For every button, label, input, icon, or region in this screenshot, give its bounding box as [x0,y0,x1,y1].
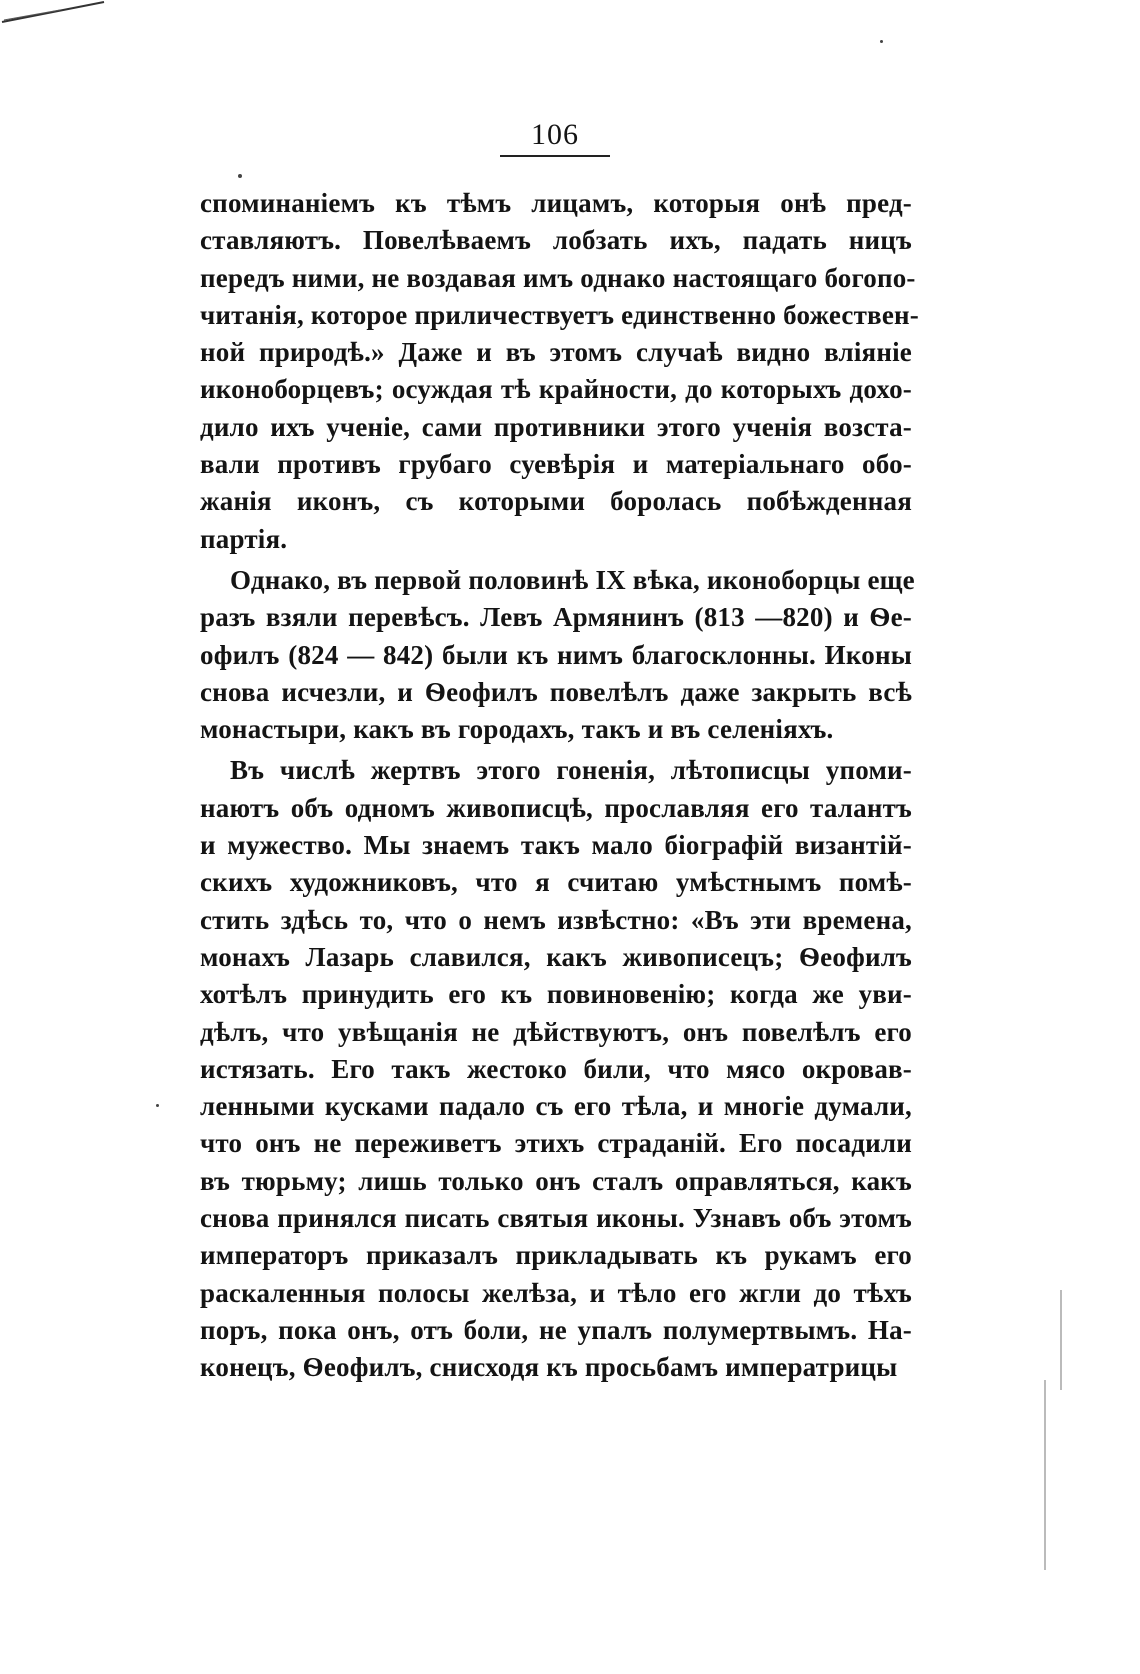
text-line: разъ взяли перевѣсъ. Левъ Армянинъ (813 —820) и Ѳе- [200,602,912,633]
text-line: и мужество. Мы знаемъ такъ мало біографій византій- [200,830,912,861]
text-line: монахъ Лазарь славился, какъ живописецъ; Ѳеофилъ [200,941,912,972]
text-line: истязать. Его такъ жестоко били, что мясо окровав- [200,1053,912,1084]
text-line: монастыри, какъ въ городахъ, такъ и въ селеніяхъ. [200,714,834,745]
text-line: ленными кусками падало съ его тѣла, и многіе думали, [200,1091,912,1122]
text-line: ной природѣ.» Даже и въ этомъ случаѣ видно вліяніе [200,337,912,368]
text-line: споминаніемъ къ тѣмъ лицамъ, которыя онѣ пред- [200,188,912,218]
text-line: Однако, въ первой половинѣ IX вѣка, иконоборцы еще [230,564,915,595]
text-line: партія. [200,523,288,554]
text-line: раскаленныя полосы желѣза, и тѣло его жгли до тѣхъ [200,1277,912,1308]
paragraph [200,562,915,748]
pen-stroke-mark [0,0,110,40]
ink-speck [156,1104,159,1107]
text-line: иконоборцевъ; осуждая тѣ крайности, до которыхъ дохо- [200,374,912,405]
text-line: вали противъ грубаго суевѣрія и матеріальнаго обо- [200,449,912,480]
text-line: читанія, которое приличествуетъ единственно божествен- [200,299,919,330]
text-line: хотѣлъ принудить его къ повиновенію; когда же уви- [200,979,912,1010]
text-line: снова принялся писать святыя иконы. Узнавъ объ этомъ [200,1203,912,1234]
paragraph [200,752,912,1386]
paragraph [200,185,919,558]
text-line: поръ, пока онъ, отъ боли, не упалъ полумертвымъ. На- [200,1314,912,1345]
text-line: снова исчезли, и Ѳеофилъ повелѣлъ даже закрыть всѣ [200,676,912,707]
page-number: 106 [531,118,579,151]
page-edge-shadow [1060,1290,1062,1390]
text-line: ставляютъ. Повелѣваемъ лобзать ихъ, падать ницъ [200,225,912,256]
ink-speck [880,40,883,43]
text-line: передъ ними, не воздавая имъ однако настоящаго богопо- [200,262,916,293]
text-line: офилъ (824 — 842) были къ нимъ благосклонны. Иконы [200,639,912,670]
page-edge-shadow [1044,1380,1046,1570]
ink-speck [238,174,242,178]
text-line: дѣлъ, что увѣщанія не дѣйствуютъ, онъ повелѣлъ его [200,1016,912,1047]
text-line: императоръ приказалъ прикладывать къ рукамъ его [200,1240,912,1271]
text-line: скихъ художниковъ, что я считаю умѣстнымъ помѣ- [200,867,912,898]
text-line: Въ числѣ жертвъ этого гоненія, лѣтописцы упоми- [230,755,912,786]
text-line: что онъ не переживетъ этихъ страданій. Его посадили [200,1128,912,1159]
text-line: наютъ объ одномъ живописцѣ, прославляя его талантъ [200,792,912,823]
text-line: стить здѣсь то, что о немъ извѣстно: «Въ эти времена, [200,904,912,935]
text-line: жанія иконъ, съ которыми боролась побѣжденная [200,486,912,517]
text-line: дило ихъ ученіе, сами противники этого ученія возста- [200,411,912,442]
text-line: конецъ, Ѳеофилъ, снисходя къ просьбамъ императрицы [200,1352,898,1383]
body-text [200,185,919,1387]
text-line: въ тюрьму; лишь только онъ сталъ оправляться, какъ [200,1165,912,1196]
page-number-rule [500,155,610,157]
